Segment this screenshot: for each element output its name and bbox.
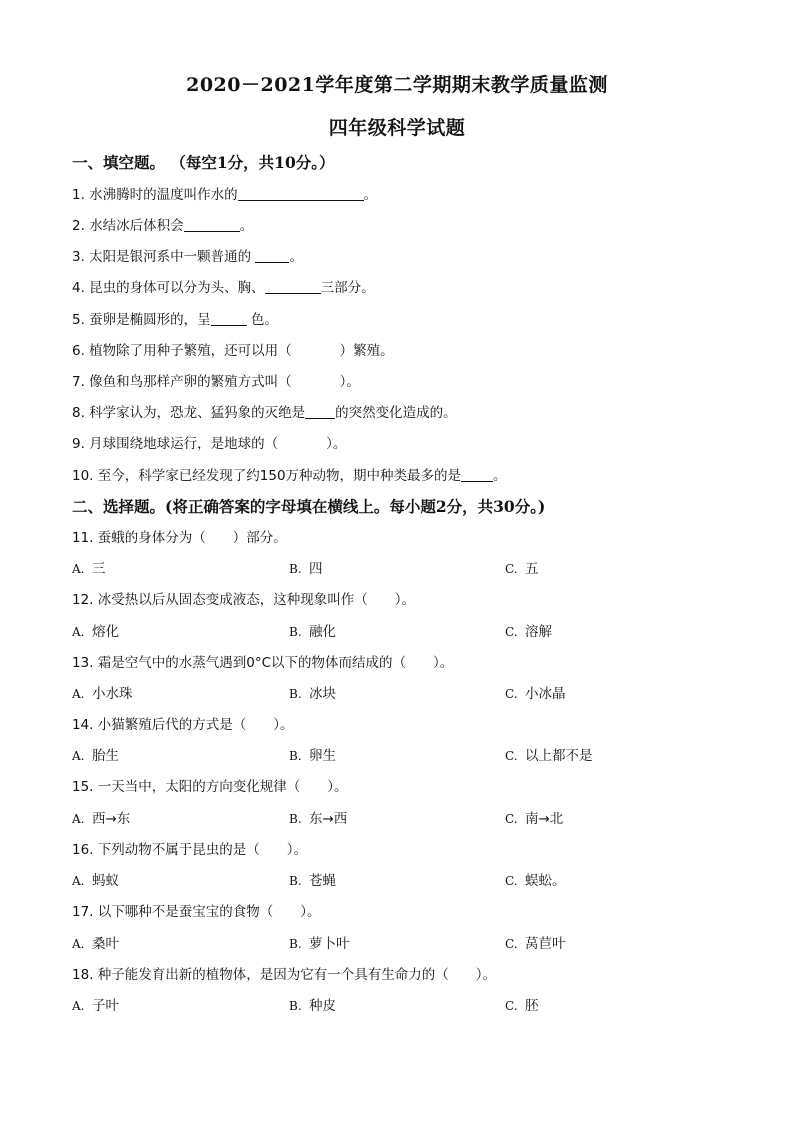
option-a: [72, 620, 119, 640]
option-letter: C.: [505, 562, 518, 576]
question-11: 11. 蚕蛾的身体分为（ ）部分。: [72, 530, 287, 546]
question-13: 13. 霜是空气中的水蒸气遇到0°C以下的物体而结成的（ ）。: [72, 655, 454, 671]
option-text: 小冰晶: [525, 686, 566, 702]
option-b: [289, 994, 336, 1014]
question-text: 。: [239, 218, 254, 234]
option-letter: C.: [505, 999, 518, 1013]
option-a: [72, 682, 133, 702]
option-letter: B.: [289, 812, 302, 826]
question-9: [72, 432, 346, 452]
option-a: [72, 932, 119, 952]
option-b: [289, 807, 347, 827]
option-c: [505, 557, 539, 577]
option-letter: B.: [289, 625, 302, 639]
question-text: 。: [493, 468, 507, 484]
option-letter: C.: [505, 625, 518, 639]
option-text: 苍蝇: [309, 873, 336, 889]
option-text: 桑叶: [92, 936, 119, 952]
question-6: [72, 339, 394, 359]
option-c: [505, 994, 539, 1014]
question-text: 4. 昆虫的身体可以分为头、胸、: [72, 280, 265, 296]
question-16: 16. 下列动物不属于昆虫的是（ ）。: [72, 842, 308, 858]
answer-blank: [265, 279, 321, 294]
option-text: 萝卜叶: [309, 936, 350, 952]
question-text: ）。: [339, 374, 360, 390]
question-17: 17. 以下哪种不是蚕宝宝的食物（ ）。: [72, 904, 321, 920]
page-subtitle: 四年级科学试题: [328, 117, 466, 139]
question-text: 2. 水结冰后体积会: [72, 218, 184, 234]
answer-blank: [305, 404, 335, 419]
question-text: ）。: [326, 436, 347, 452]
question-text: 色。: [246, 312, 278, 328]
question-4: [72, 276, 375, 296]
option-letter: A.: [72, 687, 85, 701]
option-text: 熔化: [92, 624, 119, 640]
option-c: [505, 807, 563, 827]
option-b: [289, 682, 336, 702]
option-text: 莴苣叶: [525, 936, 566, 952]
option-letter: B.: [289, 874, 302, 888]
option-text: 蜈蚣。: [525, 873, 566, 889]
question-3: [72, 245, 303, 265]
option-c: [505, 932, 566, 952]
option-c: [505, 682, 566, 702]
option-b: [289, 557, 323, 577]
option-a: [72, 557, 106, 577]
option-letter: C.: [505, 937, 518, 951]
option-text: 西→东: [92, 811, 131, 827]
question-text: ）繁殖。: [339, 343, 394, 359]
option-text: 冰块: [309, 686, 336, 702]
option-letter: A.: [72, 562, 85, 576]
option-b: [289, 620, 336, 640]
question-text: 8. 科学家认为，恐龙、猛犸象的灭绝是: [72, 405, 306, 421]
option-letter: A.: [72, 625, 85, 639]
question-text: 5. 蚕卵是椭圆形的，呈: [72, 312, 211, 328]
question-7: [72, 370, 360, 390]
option-text: 四: [309, 561, 323, 577]
question-text: 。: [363, 187, 378, 203]
option-letter: A.: [72, 874, 85, 888]
question-text: 1. 水沸腾时的温度叫作水的: [72, 187, 238, 203]
option-letter: A.: [72, 749, 85, 763]
question-text: 6. 植物除了用种子繁殖，还可以用（: [72, 343, 292, 359]
option-b: [289, 869, 336, 889]
option-text: 胎生: [92, 748, 119, 764]
option-a: [72, 807, 130, 827]
question-text: 三部分。: [320, 280, 375, 296]
option-a: [72, 869, 119, 889]
option-text: 东→西: [309, 811, 348, 827]
option-b: [289, 744, 336, 764]
question-text: 10. 至今，科学家已经发现了约150万种动物，期中种类最多的是: [72, 468, 462, 484]
question-2: [72, 214, 253, 234]
option-letter: C.: [505, 749, 518, 763]
question-8: [72, 401, 457, 421]
question-1: [72, 183, 377, 203]
answer-blank: [184, 217, 240, 232]
option-b: [289, 932, 350, 952]
section-heading-multiple-choice: 二、选择题。(将正确答案的字母填在横线上。每小题2分，共30分。): [72, 497, 546, 516]
question-10: [72, 464, 507, 484]
option-text: 子叶: [92, 998, 119, 1014]
option-letter: B.: [289, 937, 302, 951]
question-text: 3. 太阳是银河系中一颗普通的: [72, 249, 256, 265]
question-18: 18. 种子能发育出新的植物体，是因为它有一个具有生命力的（ ）。: [72, 967, 497, 983]
question-text: 7. 像鱼和鸟那样产卵的繁殖方式叫（: [72, 374, 292, 390]
question-5: [72, 308, 278, 328]
option-letter: C.: [505, 687, 518, 701]
option-a: [72, 744, 119, 764]
question-12: 12. 冰受热以后从固态变成液态，这种现象叫作（ ）。: [72, 592, 416, 608]
option-text: 卵生: [309, 748, 336, 764]
option-text: 蚂蚁: [92, 873, 119, 889]
question-14: 14. 小猫繁殖后代的方式是（ ）。: [72, 717, 294, 733]
option-c: [505, 869, 566, 889]
option-letter: C.: [505, 812, 518, 826]
option-letter: B.: [289, 749, 302, 763]
question-15: 15. 一天当中，太阳的方向变化规律（ ）。: [72, 779, 348, 795]
question-text: 的突然变化造成的。: [335, 405, 457, 421]
answer-blank: [211, 311, 247, 326]
question-text: 。: [289, 249, 303, 265]
section-heading-fill-in: 一、填空题。 （每空1分，共10分。）: [72, 153, 335, 172]
option-letter: B.: [289, 687, 302, 701]
option-text: 以上都不是: [525, 748, 593, 764]
option-letter: A.: [72, 937, 85, 951]
option-c: [505, 620, 552, 640]
page-title: 2020－2021学年度第二学期期末教学质量监测: [186, 74, 608, 96]
answer-blank: [461, 467, 493, 482]
option-text: 五: [525, 561, 539, 577]
option-text: 胚: [525, 998, 539, 1014]
option-letter: B.: [289, 562, 302, 576]
option-c: [505, 744, 593, 764]
option-text: 种皮: [309, 998, 336, 1014]
option-a: [72, 994, 119, 1014]
answer-blank: [238, 186, 364, 201]
option-text: 南→北: [525, 811, 564, 827]
option-letter: B.: [289, 999, 302, 1013]
option-text: 小水珠: [92, 686, 133, 702]
question-text: 9. 月球围绕地球运行，是地球的（: [72, 436, 279, 452]
option-text: 三: [92, 561, 106, 577]
option-text: 溶解: [525, 624, 552, 640]
option-letter: C.: [505, 874, 518, 888]
option-text: 融化: [309, 624, 336, 640]
option-letter: A.: [72, 812, 85, 826]
option-letter: A.: [72, 999, 85, 1013]
answer-blank: [255, 248, 289, 263]
